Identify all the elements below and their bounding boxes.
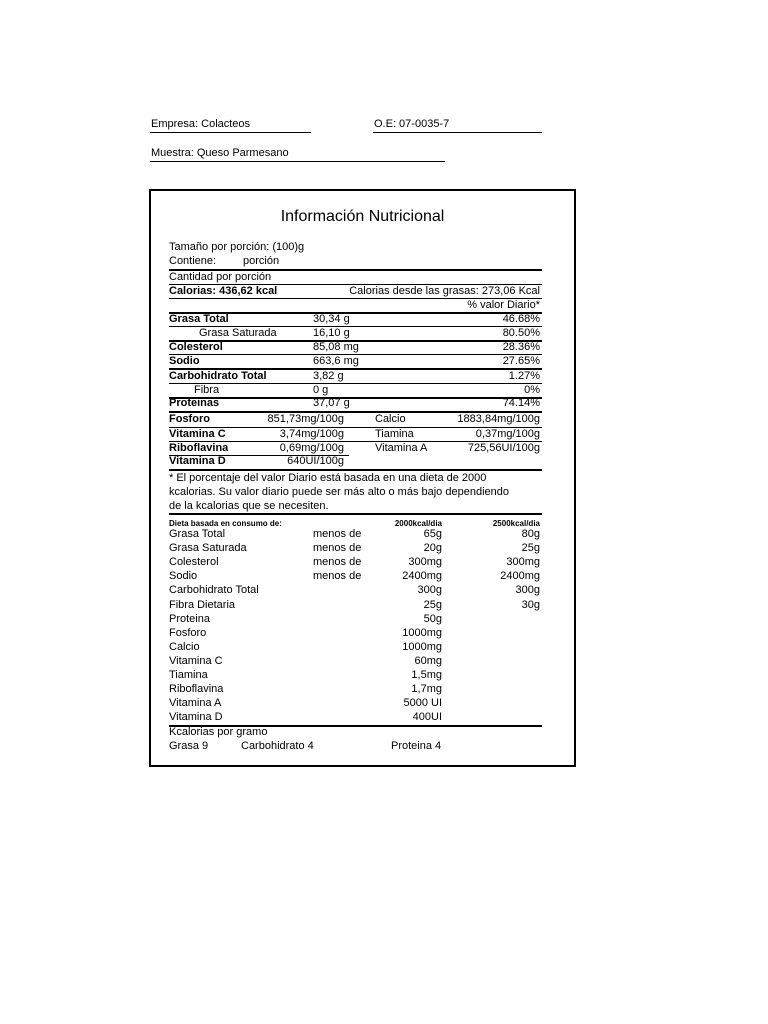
nutrient-amount: 85,08 mg	[313, 341, 359, 353]
mineral-name: Vitamina A	[375, 442, 428, 454]
diet-row-2000: 60mg	[414, 655, 442, 667]
empresa-underline	[150, 132, 311, 133]
diet-row-2500: 80g	[521, 528, 540, 540]
diet-row-2000: 20g	[423, 542, 442, 554]
nutrient-dv: 1.27%	[508, 370, 540, 382]
diet-row-2500: 25g	[521, 542, 540, 554]
nutrient-name: Grasa Saturada	[199, 327, 277, 339]
mineral-name: Vitamina D	[169, 455, 226, 467]
diet-row-name: Calcio	[169, 641, 200, 653]
diet-row-2500: 300mg	[506, 556, 540, 568]
muestra-underline	[150, 161, 445, 162]
contains-label: Contiene:	[169, 255, 217, 267]
daily-value-header: % valor Diario*	[467, 299, 540, 311]
nutrient-amount: 30,34 g	[313, 313, 350, 325]
mineral-value: 3,74mg/100g	[279, 428, 344, 440]
nutrient-dv: 46.68%	[502, 313, 540, 325]
diet-header-label: Dieta basada en consumo de:	[169, 519, 282, 528]
diet-row-qual: menos de	[313, 570, 362, 582]
kcal-carb: Carbohidrato 4	[241, 740, 314, 752]
diet-row-2500: 300g	[515, 584, 540, 596]
mineral-name: Calcio	[375, 413, 406, 425]
diet-row-2000: 1,5mg	[411, 669, 442, 681]
diet-row-2500: 2400mg	[500, 570, 540, 582]
diet-row-name: Sodio	[169, 570, 198, 582]
nutrient-dv: 28.36%	[502, 341, 540, 353]
diet-row-2000: 400UI	[412, 711, 442, 723]
diet-row-name: Fibra Dietaria	[169, 599, 236, 611]
kcal-protein: Proteina 4	[391, 740, 442, 752]
diet-row-2000: 65g	[423, 528, 442, 540]
diet-row-name: Colesterol	[169, 556, 219, 568]
mineral-value: 0,69mg/100g	[279, 442, 344, 454]
contains-unit: porción	[243, 255, 280, 267]
diet-row-name: Grasa Saturada	[169, 542, 247, 554]
diet-row-2000: 300g	[417, 584, 442, 596]
calories: Calorias: 436,62 kcal	[169, 285, 278, 297]
nutrient-amount: 663,6 mg	[313, 355, 359, 367]
mineral-name: Riboflavina	[169, 442, 229, 454]
diet-row-2000: 300mg	[408, 556, 442, 568]
diet-row-name: Vitamina A	[169, 697, 222, 709]
nutrient-name: Fibra	[194, 384, 220, 396]
nutrient-name: Sodio	[169, 355, 200, 367]
diet-row-2500: 30g	[521, 599, 540, 611]
mineral-name: Fosforo	[169, 413, 210, 425]
divider	[169, 383, 542, 384]
empresa-field: Empresa: Colacteos	[151, 118, 251, 130]
diet-row-2000: 25g	[423, 599, 442, 611]
nutrition-label	[149, 189, 576, 767]
diet-col-2500: 2500kcal/dia	[492, 519, 540, 528]
mineral-name: Vitamina C	[169, 428, 226, 440]
diet-row-name: Vitamina D	[169, 711, 223, 723]
nutrient-name: Colesterol	[169, 341, 223, 353]
diet-row-name: Carbohidrato Total	[169, 584, 259, 596]
mineral-value: 1883,84mg/100g	[457, 413, 540, 425]
mineral-value: 851,73mg/100g	[267, 413, 344, 425]
nutrient-dv: 80.50%	[502, 327, 540, 339]
divider	[169, 397, 542, 399]
diet-row-qual: menos de	[313, 542, 362, 554]
calories-from-fat: Calorias desde las grasas: 273,06 Kcal	[349, 285, 540, 297]
diet-row-2000: 5000 UI	[403, 697, 442, 709]
diet-row-2000: 1000mg	[402, 627, 442, 639]
diet-row-name: Vitamina C	[169, 655, 223, 667]
oe-field: O.E: 07-0035-7	[374, 118, 450, 130]
footnote-line: de la kcalorias que se necesiten.	[169, 500, 329, 512]
kcal-fat: Grasa 9	[169, 740, 209, 752]
mineral-value: 640UI/100g	[287, 455, 344, 467]
diet-col-2000: 2000kcal/dia	[394, 519, 442, 528]
nutrient-amount: 16,10 g	[313, 327, 350, 339]
footnote-line: kcalorias. Su valor diario puede ser más alto o más bajo dependiendo	[169, 486, 509, 498]
nutrient-name: Grasa Total	[169, 313, 229, 325]
mineral-name: Tiamina	[375, 428, 414, 440]
divider	[169, 469, 542, 471]
divider	[169, 513, 542, 515]
diet-row-2000: 1000mg	[402, 641, 442, 653]
mineral-value: 725,56UI/100g	[467, 442, 540, 454]
diet-row-qual: menos de	[313, 528, 362, 540]
serving-size: Tamaño por porción: (100)g	[169, 241, 305, 253]
diet-row-qual: menos de	[313, 556, 362, 568]
nutrient-dv: 74.14%	[502, 397, 540, 409]
diet-row-2000: 50g	[423, 613, 442, 625]
nutrient-amount: 37,07 g	[313, 397, 350, 409]
diet-row-2000: 2400mg	[402, 570, 442, 582]
kcal-per-gram-label: Kcalorias por gramo	[169, 726, 268, 738]
nutrient-dv: 27.65%	[502, 355, 540, 367]
footnote-line: * El porcentaje del valor Diario está basada en una dieta de 2000	[169, 472, 487, 484]
nutrient-amount: 3,82 g	[313, 370, 344, 382]
nutrient-name: Proteinas	[169, 397, 220, 409]
mineral-value: 0,37mg/100g	[475, 428, 540, 440]
diet-row-name: Tiamina	[169, 669, 208, 681]
diet-row-name: Riboflavina	[169, 683, 224, 695]
muestra-field: Muestra: Queso Parmesano	[151, 147, 289, 159]
nutrient-amount: 0 g	[313, 384, 329, 396]
amount-per-serving: Cantidad por porción	[169, 271, 272, 283]
nutrient-name: Carbohidrato Total	[169, 370, 267, 382]
nutrient-dv: 0%	[524, 384, 540, 396]
label-title: Información Nutricional	[280, 208, 445, 225]
diet-row-name: Proteina	[169, 613, 210, 625]
oe-underline	[373, 132, 542, 133]
diet-row-name: Grasa Total	[169, 528, 226, 540]
diet-row-2000: 1,7mg	[411, 683, 442, 695]
diet-row-name: Fosforo	[169, 627, 207, 639]
